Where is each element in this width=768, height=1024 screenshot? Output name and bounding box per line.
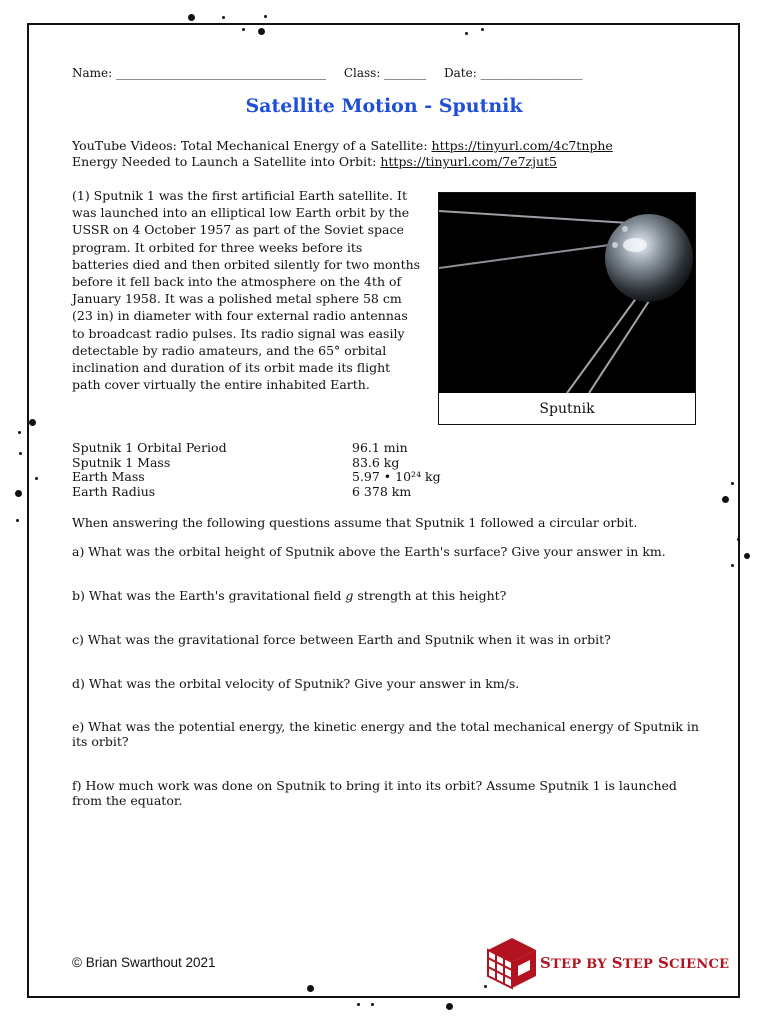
fact-value: 5.97 • 10²⁴ kg [352,469,441,485]
date-field[interactable]: Date: _________________ [444,66,583,80]
decorative-dot [242,28,245,31]
decorative-dot [29,419,36,426]
logo-text: STEP BY STEP SCIENCE [540,954,730,972]
decorative-dot [264,15,267,18]
video-link-mechanical-energy[interactable]: https://tinyurl.com/4c7tnphe [431,138,613,153]
fact-label: Earth Mass [72,469,145,485]
fact-row [72,485,492,500]
link-label: Energy Needed to Launch a Satellite into Orbit: [72,154,381,169]
question-c: c) What was the gravitational force between Earth and Sputnik when it was in orbit? [72,632,611,647]
step-by-step-science-logo [486,936,730,990]
question-e: e) What was the potential energy, the kinetic energy and the total mechanical energy of Sputnik in its orbit? [72,719,699,749]
facts-table [72,441,492,499]
decorative-dot [744,553,750,559]
copyright: © Brian Swarthout 2021 [72,955,216,970]
question-f: f) How much work was done on Sputnik to bring it into its orbit? Assume Sputnik 1 is launched from the equator. [72,778,677,808]
question-b-variable: g [345,588,354,603]
question-b-text: b) What was the Earth's gravitational field [72,588,346,603]
class-field[interactable]: Class: _______ [343,66,427,80]
fact-value: 96.1 min [352,440,408,455]
intro-paragraph: (1) Sputnik 1 was the first artificial Earth satellite. It was launched into an elliptical low Earth orbit by the USSR on 4 October 1957 as part of the Soviet space program. It orbited for three weeks before its batteries died and then orbited silently for two months before it fell back into the atmosphere on the 4th of January 1958. It was a polished metal sphere 58 cm (23 in) in diameter with four external radio antennas to broadcast radio pulses. Its radio signal was easily detectable by radio amateurs, and the 65° orbital inclination and duration of its orbit made its flight path cover virtually the entire inhabited Earth. [72,188,421,393]
fact-row [72,441,492,456]
link-row [72,138,692,154]
name-field[interactable]: Name: ___________________________________ [72,66,326,80]
decorative-dot [188,14,195,21]
link-row [72,154,692,170]
fact-label: Sputnik 1 Mass [72,454,171,470]
decorative-dot [465,32,468,35]
fact-label: Sputnik 1 Orbital Period [72,440,227,455]
figure-caption: Sputnik [539,401,595,417]
decorative-dot [307,985,314,992]
decorative-dot [18,431,21,434]
video-links [72,138,692,170]
question-b-text: strength at this height? [353,588,507,603]
decorative-dot [737,538,740,541]
decorative-dot [35,477,38,480]
question-d: d) What was the orbital velocity of Sputnik? Give your answer in km/s. [72,676,520,691]
cube-logo-icon [486,936,538,990]
decorative-dot [15,490,22,497]
fact-row [72,470,492,485]
sputnik-photo [439,193,695,393]
decorative-dot [731,482,734,485]
decorative-dot [731,564,734,567]
fact-value: 6 378 km [352,483,412,499]
fact-label: Earth Radius [72,483,156,499]
header-fields [72,66,692,80]
decorative-dot [371,1003,374,1006]
decorative-dot [357,1003,360,1006]
decorative-dot [481,28,484,31]
page-title: Satellite Motion - Sputnik [245,95,523,117]
sputnik-illustration [439,193,695,393]
decorative-dot [16,519,19,522]
decorative-dot [19,452,22,455]
question-b [72,588,702,603]
decorative-dot [722,496,729,503]
question-a: a) What was the orbital height of Sputnik above the Earth's surface? Give your answer in km. [72,544,666,559]
link-label: YouTube Videos: Total Mechanical Energy of a Satellite: [72,138,432,153]
decorative-dot [446,1003,453,1010]
decorative-dot [222,16,225,19]
decorative-dot [258,28,265,35]
video-link-launch-energy[interactable]: https://tinyurl.com/7e7zjut5 [380,154,558,169]
fact-value: 83.6 kg [352,454,400,470]
fact-row [72,456,492,471]
sputnik-figure [438,192,696,425]
instruction-text: When answering the following questions assume that Sputnik 1 followed a circular orbit. [72,515,638,530]
